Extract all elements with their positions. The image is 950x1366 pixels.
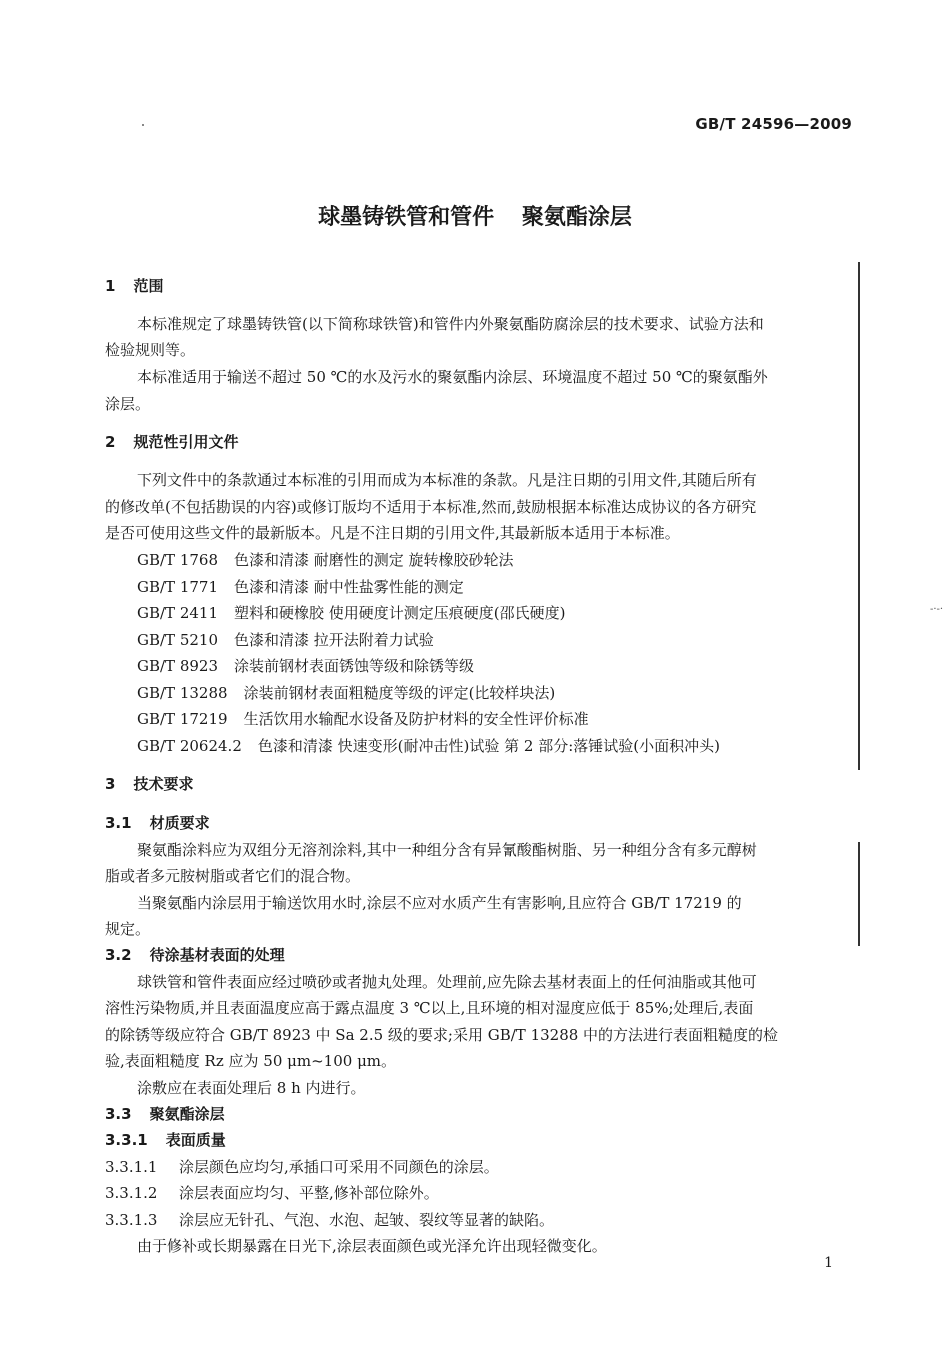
reference-item [137, 577, 464, 597]
subsection-heading [105, 945, 285, 965]
paragraph-line: 聚氨酯涂料应为双组分无溶剂涂料,其中一种组分含有异氰酸酯树脂、另一种组分含有多元醇树 [137, 841, 757, 859]
reference-title: 涂装前钢材表面锈蚀等级和除锈等级 [234, 657, 475, 675]
reference-code: GB/T 20624.2 [137, 737, 242, 755]
paragraph-line: 本标准适用于输送不超过 50 ℃的水及污水的聚氨酯内涂层、环境温度不超过 50 ℃的聚氨酯外 [137, 368, 768, 386]
subsection-number: 3.3 [105, 1105, 132, 1123]
section-heading [105, 432, 238, 452]
clause-number: 3.3.1.3 [105, 1211, 158, 1229]
clause-text: 涂层颜色应均匀,承插口可采用不同颜色的涂层。 [179, 1158, 499, 1176]
section-number: 1 [105, 277, 116, 295]
reference-item [137, 630, 434, 650]
reference-code: GB/T 1771 [137, 578, 219, 596]
paragraph-line: 涂层。 [105, 395, 151, 413]
subsection-number: 3.2 [105, 946, 132, 964]
reference-title: 色漆和清漆 耐磨性的测定 旋转橡胶砂轮法 [234, 551, 514, 569]
subsection-title: 表面质量 [165, 1131, 226, 1149]
reference-item [137, 603, 566, 623]
paragraph-line: 的除锈等级应符合 GB/T 8923 中 Sa 2.5 级的要求;采用 GB/T 13288 中的方法进行表面粗糙度的检 [105, 1026, 779, 1044]
paragraph-line: 下列文件中的条款通过本标准的引用而成为本标准的条款。凡是注日期的引用文件,其随后所有 [137, 471, 757, 489]
section-title: 规范性引用文件 [133, 433, 239, 451]
page-number: 1 [824, 1255, 833, 1271]
paragraph-line: 球铁管和管件表面应经过喷砂或者抛丸处理。处理前,应先除去基材表面上的任何油脂或其他可 [137, 973, 757, 991]
reference-title: 色漆和清漆 耐中性盐雾性能的测定 [234, 578, 464, 596]
clause-text: 涂层表面应均匀、平整,修补部位除外。 [179, 1184, 439, 1202]
document-title: 球墨铸铁管和管件 聚氨酯涂层 [318, 205, 632, 230]
reference-title: 生活饮用水输配水设备及防护材料的安全性评价标准 [243, 710, 589, 728]
revision-bar [858, 262, 860, 770]
section-title: 范围 [133, 277, 164, 295]
reference-code: GB/T 5210 [137, 631, 219, 649]
subsection-title: 待涂基材表面的处理 [149, 946, 285, 964]
paragraph-line: 涂敷应在表面处理后 8 h 内进行。 [137, 1079, 366, 1097]
clause-text: 涂层应无针孔、气泡、水泡、起皱、裂纹等显著的缺陷。 [179, 1211, 555, 1229]
reference-item [137, 709, 589, 729]
clause-number: 3.3.1.1 [105, 1158, 158, 1176]
standard-code: GB/T 24596—2009 [695, 115, 852, 133]
paragraph-line: 验,表面粗糙度 Rz 应为 50 μm~100 μm。 [105, 1052, 397, 1070]
reference-code: GB/T 8923 [137, 657, 219, 675]
paragraph-line: 本标准规定了球墨铸铁管(以下简称球铁管)和管件内外聚氨酯防腐涂层的技术要求、试验方法和 [137, 315, 764, 333]
section-number: 2 [105, 433, 116, 451]
section-heading [105, 276, 163, 296]
paragraph-line: 是否可使用这些文件的最新版本。凡是不注日期的引用文件,其最新版本适用于本标准。 [105, 524, 680, 542]
reference-item [137, 683, 555, 703]
reference-item [137, 656, 474, 676]
section-number: 3 [105, 775, 116, 793]
paragraph-line: 溶性污染物质,并且表面温度应高于露点温度 3 ℃以上,且环境的相对湿度应低于 85%;处理后,表面 [105, 999, 754, 1017]
reference-title: 涂装前钢材表面粗糙度等级的评定(比较样块法) [243, 684, 556, 702]
clause-item [105, 1210, 554, 1230]
scan-mark: -·-· [930, 604, 944, 615]
reference-title: 色漆和清漆 快速变形(耐冲击性)试验 第 2 部分:落锤试验(小面积冲头) [257, 737, 720, 755]
paragraph-line: 脂或者多元胺树脂或者它们的混合物。 [105, 867, 361, 885]
reference-title: 塑料和硬橡胶 使用硬度计测定压痕硬度(邵氏硬度) [234, 604, 566, 622]
reference-code: GB/T 1768 [137, 551, 219, 569]
reference-code: GB/T 17219 [137, 710, 228, 728]
subsection-number: 3.1 [105, 814, 132, 832]
reference-code: GB/T 2411 [137, 604, 219, 622]
section-title: 技术要求 [133, 775, 194, 793]
reference-code: GB/T 13288 [137, 684, 228, 702]
subsection-heading [105, 1104, 225, 1124]
paragraph-line: 规定。 [105, 920, 151, 938]
subsection-number: 3.3.1 [105, 1131, 148, 1149]
reference-item [137, 736, 720, 756]
paragraph-line: 的修改单(不包括勘误的内容)或修订版均不适用于本标准,然而,鼓励根据本标准达成协议的各方研究 [105, 498, 757, 516]
subsection-heading [105, 1130, 226, 1150]
paragraph-line: 当聚氨酯内涂层用于输送饮用水时,涂层不应对水质产生有害影响,且应符合 GB/T 17219 的 [137, 894, 742, 912]
paragraph-line: 由于修补或长期暴露在日光下,涂层表面颜色或光泽允许出现轻微变化。 [137, 1237, 607, 1255]
scan-speck [142, 124, 144, 126]
subsection-title: 材质要求 [149, 814, 210, 832]
reference-title: 色漆和清漆 拉开法附着力试验 [234, 631, 434, 649]
reference-item [137, 550, 514, 570]
subsection-heading [105, 813, 210, 833]
clause-number: 3.3.1.2 [105, 1184, 158, 1202]
revision-bar [858, 842, 860, 946]
clause-item [105, 1157, 499, 1177]
paragraph-line: 检验规则等。 [105, 341, 196, 359]
clause-item [105, 1183, 439, 1203]
subsection-title: 聚氨酯涂层 [149, 1105, 225, 1123]
section-heading [105, 774, 193, 794]
